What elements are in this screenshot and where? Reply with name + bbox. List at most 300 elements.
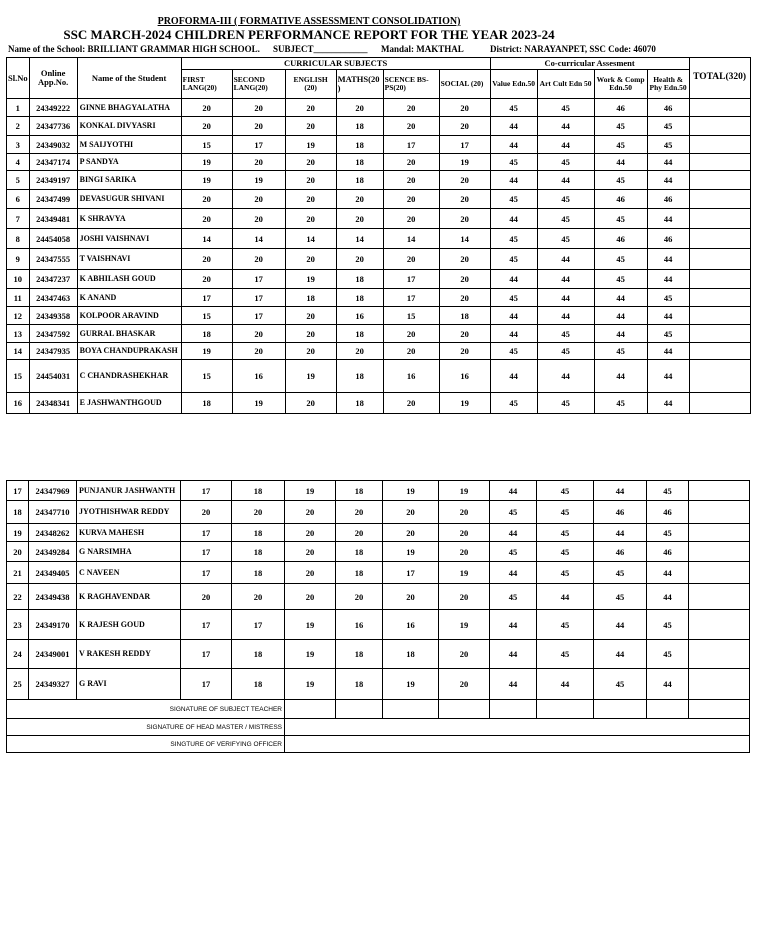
cell-health-phy-edn: 45: [647, 325, 689, 343]
table-row: [7, 610, 750, 640]
cell-second-lang: 20: [232, 325, 285, 343]
cell-work-comp-edn: 46: [594, 99, 647, 117]
cell-art-cult-edn: 44: [537, 136, 594, 154]
cell-total[interactable]: [689, 640, 750, 669]
cell-second-lang: 17: [232, 270, 285, 289]
cell-social: 20: [439, 584, 490, 610]
table-row: [7, 524, 750, 542]
cell-art-cult-edn: 44: [537, 249, 594, 270]
cell-value-edn: 44: [490, 117, 537, 136]
cell-work-comp-edn: 45: [594, 136, 647, 154]
cell-art-cult-edn: 45: [537, 99, 594, 117]
cell-value-edn: 45: [490, 501, 537, 524]
cell-value-edn: 44: [490, 524, 537, 542]
table-row: [7, 154, 751, 171]
cell-health-phy-edn: 44: [647, 171, 689, 190]
cell-art-cult-edn: 45: [537, 190, 594, 209]
col-science: SCENCE BS-PS(20): [383, 70, 439, 99]
cell-total[interactable]: [689, 542, 750, 562]
cell-social: 19: [439, 154, 490, 171]
cell-student-name: E JASHWANTHGOUD: [77, 393, 181, 414]
signature-subject-teacher-label: SIGNATURE OF SUBJECT TEACHER: [7, 700, 285, 719]
district-label: District: NARAYANPET, SSC Code: 46070: [490, 44, 656, 54]
cell-english: 20: [285, 249, 336, 270]
cell-slno: 23: [7, 610, 29, 640]
cell-slno: 19: [7, 524, 29, 542]
cell-science: 20: [383, 501, 439, 524]
cell-student-name: M SAIJYOTHI: [77, 136, 181, 154]
cell-student-name: GURRAL BHASKAR: [77, 325, 181, 343]
cell-second-lang: 20: [232, 343, 285, 360]
cell-slno: 21: [7, 562, 29, 584]
cell-first-lang: 15: [181, 307, 232, 325]
cell-second-lang: 20: [232, 154, 285, 171]
cell-appno: 24347592: [29, 325, 77, 343]
cell-student-name: BINGI SARIKA: [77, 171, 181, 190]
cell-student-name: G NARSIMHA: [77, 542, 181, 562]
cell-first-lang: 17: [181, 562, 232, 584]
cell-maths: 18: [336, 117, 383, 136]
cell-art-cult-edn: 45: [537, 229, 594, 249]
cell-first-lang: 17: [181, 524, 232, 542]
cell-english: 20: [285, 562, 336, 584]
proforma-heading: PROFORMA-III ( FORMATIVE ASSESSMENT CONSOLIDATION): [157, 16, 461, 27]
cell-english: 20: [285, 501, 336, 524]
cell-science: 19: [383, 542, 439, 562]
cell-appno: 24349197: [29, 171, 77, 190]
cell-maths: 18: [336, 325, 383, 343]
cell-social: 20: [439, 99, 490, 117]
cell-slno: 22: [7, 584, 29, 610]
cell-second-lang: 20: [232, 190, 285, 209]
cell-health-phy-edn: 46: [647, 190, 689, 209]
cell-social: 20: [439, 325, 490, 343]
cell-health-phy-edn: 45: [647, 117, 689, 136]
cell-student-name: KURVA MAHESH: [77, 524, 181, 542]
cell-work-comp-edn: 44: [594, 307, 647, 325]
cell-first-lang: 20: [181, 190, 232, 209]
cell-appno: 24348262: [29, 524, 77, 542]
cell-maths: 18: [336, 542, 383, 562]
cell-health-phy-edn: 44: [647, 669, 689, 700]
cell-art-cult-edn: 45: [537, 501, 594, 524]
cell-second-lang: 17: [232, 289, 285, 307]
cell-art-cult-edn: 45: [537, 562, 594, 584]
cell-appno: 24347935: [29, 343, 77, 360]
table-row: [7, 190, 751, 209]
cell-work-comp-edn: 45: [594, 117, 647, 136]
cell-english: 20: [285, 154, 336, 171]
cell-social: 17: [439, 136, 490, 154]
cell-english: 20: [285, 190, 336, 209]
cell-second-lang: 16: [232, 360, 285, 393]
cell-appno: 24349222: [29, 99, 77, 117]
cell-social: 20: [439, 524, 490, 542]
cell-slno: 18: [7, 501, 29, 524]
cell-social: 20: [439, 289, 490, 307]
cell-english: 20: [285, 343, 336, 360]
cell-total[interactable]: [689, 289, 750, 307]
cell-appno: 24454058: [29, 229, 77, 249]
cell-first-lang: 17: [181, 669, 232, 700]
cell-art-cult-edn: 45: [537, 154, 594, 171]
cell-second-lang: 18: [232, 562, 285, 584]
cell-slno: 11: [7, 289, 30, 307]
cell-art-cult-edn: 45: [537, 393, 594, 414]
cell-health-phy-edn: 46: [647, 501, 689, 524]
school-name: Name of the School: BRILLIANT GRAMMAR HIGH SCHOOL.: [8, 44, 260, 54]
cell-value-edn: 44: [490, 171, 537, 190]
cell-value-edn: 44: [490, 640, 537, 669]
cell-english: 20: [285, 524, 336, 542]
cell-maths: 20: [336, 524, 383, 542]
cell-english: 19: [285, 481, 336, 501]
curricular-subjects-header: CURRICULAR SUBJECTS: [181, 58, 490, 70]
table-row: [7, 325, 751, 343]
cell-value-edn: 45: [490, 542, 537, 562]
cell-appno: 24349405: [29, 562, 77, 584]
cell-maths: 18: [336, 136, 383, 154]
cell-social: 19: [439, 393, 490, 414]
cell-total[interactable]: [689, 481, 750, 501]
cell-work-comp-edn: 44: [594, 325, 647, 343]
cell-work-comp-edn: 45: [594, 270, 647, 289]
cell-value-edn: 45: [490, 249, 537, 270]
cell-art-cult-edn: 45: [537, 325, 594, 343]
cell-student-name: K RAJESH GOUD: [77, 610, 181, 640]
cell-appno: 24349170: [29, 610, 77, 640]
cell-social: 19: [439, 610, 490, 640]
cell-first-lang: 20: [181, 270, 232, 289]
cell-total[interactable]: [689, 136, 750, 154]
cell-slno: 16: [7, 393, 30, 414]
cell-student-name: C NAVEEN: [77, 562, 181, 584]
cell-work-comp-edn: 45: [594, 562, 647, 584]
cell-health-phy-edn: 44: [647, 270, 689, 289]
table-row: [7, 481, 750, 501]
cell-maths: 20: [336, 209, 383, 229]
cell-work-comp-edn: 45: [594, 249, 647, 270]
cell-health-phy-edn: 44: [647, 249, 689, 270]
col-slno: Sl.No: [7, 58, 30, 99]
performance-table-bottom: [6, 480, 750, 753]
cell-english: 20: [285, 393, 336, 414]
cell-art-cult-edn: 45: [537, 343, 594, 360]
cell-slno: 7: [7, 209, 30, 229]
mandal-label: Mandal: MAKTHAL: [381, 44, 464, 54]
table-row: [7, 669, 750, 700]
cell-health-phy-edn: 44: [647, 154, 689, 171]
cell-first-lang: 15: [181, 360, 232, 393]
cell-second-lang: 17: [232, 610, 285, 640]
cell-second-lang: 20: [232, 209, 285, 229]
cell-value-edn: 44: [490, 307, 537, 325]
signature-verifying-officer-label: SINGTURE OF VERIFYING OFFICER: [7, 736, 285, 753]
cell-science: 20: [383, 209, 439, 229]
cell-art-cult-edn: 44: [537, 171, 594, 190]
cell-science: 18: [383, 640, 439, 669]
cell-maths: 16: [336, 610, 383, 640]
cell-total[interactable]: [689, 360, 750, 393]
cell-appno: 24349327: [29, 669, 77, 700]
cell-science: 15: [383, 307, 439, 325]
cell-maths: 18: [336, 289, 383, 307]
cell-total[interactable]: [689, 584, 750, 610]
cell-total[interactable]: [689, 171, 750, 190]
cell-student-name: P SANDYA: [77, 154, 181, 171]
cell-second-lang: 19: [232, 393, 285, 414]
cell-maths: 20: [336, 99, 383, 117]
cell-first-lang: 20: [181, 501, 232, 524]
cell-second-lang: 20: [232, 117, 285, 136]
table-row: [7, 249, 751, 270]
cell-total[interactable]: [689, 209, 750, 229]
table-row: [7, 229, 751, 249]
cell-maths: 20: [336, 190, 383, 209]
cell-social: 18: [439, 307, 490, 325]
cell-work-comp-edn: 45: [594, 584, 647, 610]
cell-first-lang: 17: [181, 640, 232, 669]
cell-work-comp-edn: 45: [594, 209, 647, 229]
cell-english: 14: [285, 229, 336, 249]
cocurricular-header: Co-curricular Assesment: [490, 58, 689, 70]
table-row: [7, 289, 751, 307]
cell-maths: 18: [336, 154, 383, 171]
cell-maths: 18: [336, 640, 383, 669]
cell-slno: 3: [7, 136, 30, 154]
table-row: [7, 562, 750, 584]
cell-art-cult-edn: 44: [537, 307, 594, 325]
cell-total[interactable]: [689, 524, 750, 542]
cell-science: 16: [383, 360, 439, 393]
cell-total[interactable]: [689, 307, 750, 325]
cell-social: 20: [439, 209, 490, 229]
cell-appno: 24347174: [29, 154, 77, 171]
cell-student-name: K RAGHAVENDAR: [77, 584, 181, 610]
cell-health-phy-edn: 44: [647, 562, 689, 584]
table-row: [7, 393, 751, 414]
table-row: [7, 360, 751, 393]
cell-first-lang: 17: [181, 289, 232, 307]
cell-total[interactable]: [689, 117, 750, 136]
cell-value-edn: 45: [490, 154, 537, 171]
cell-student-name: K ABHILASH GOUD: [77, 270, 181, 289]
report-title: SSC MARCH-2024 CHILDREN PERFORMANCE REPORT FOR THE YEAR 2023-24: [63, 27, 555, 42]
cell-maths: 18: [336, 393, 383, 414]
cell-health-phy-edn: 44: [647, 307, 689, 325]
cell-value-edn: 44: [490, 360, 537, 393]
cell-art-cult-edn: 44: [537, 360, 594, 393]
cell-student-name: C CHANDRASHEKHAR: [77, 360, 181, 393]
cell-slno: 5: [7, 171, 30, 190]
col-second-lang: SECOND LANG(20): [232, 70, 285, 99]
cell-total[interactable]: [689, 99, 750, 117]
cell-total[interactable]: [689, 393, 750, 414]
cell-work-comp-edn: 46: [594, 229, 647, 249]
cell-social: 20: [439, 501, 490, 524]
cell-health-phy-edn: 45: [647, 136, 689, 154]
cell-english: 20: [285, 307, 336, 325]
cell-science: 14: [383, 229, 439, 249]
cell-student-name: V RAKESH REDDY: [77, 640, 181, 669]
cell-first-lang: 20: [181, 209, 232, 229]
cell-english: 19: [285, 669, 336, 700]
cell-total[interactable]: [689, 325, 750, 343]
cell-second-lang: 18: [232, 542, 285, 562]
cell-social: 20: [439, 640, 490, 669]
cell-slno: 10: [7, 270, 30, 289]
cell-english: 20: [285, 542, 336, 562]
cell-total[interactable]: [689, 343, 750, 360]
cell-total[interactable]: [689, 562, 750, 584]
cell-student-name: JOSHI VAISHNAVI: [77, 229, 181, 249]
cell-slno: 14: [7, 343, 30, 360]
cell-science: 20: [383, 249, 439, 270]
cell-art-cult-edn: 44: [537, 270, 594, 289]
cell-slno: 13: [7, 325, 30, 343]
cell-work-comp-edn: 44: [594, 481, 647, 501]
cell-value-edn: 44: [490, 209, 537, 229]
cell-slno: 8: [7, 229, 30, 249]
cell-social: 20: [439, 190, 490, 209]
cell-total[interactable]: [689, 190, 750, 209]
cell-total[interactable]: [689, 270, 750, 289]
cell-slno: 9: [7, 249, 30, 270]
cell-student-name: K ANAND: [77, 289, 181, 307]
cell-science: 20: [383, 190, 439, 209]
cell-appno: 24349001: [29, 640, 77, 669]
cell-slno: 12: [7, 307, 30, 325]
cell-total[interactable]: [689, 610, 750, 640]
cell-social: 20: [439, 542, 490, 562]
cell-art-cult-edn: 44: [537, 584, 594, 610]
col-work-comp-edn: Work & Comp Edn.50: [594, 70, 647, 99]
cell-science: 20: [383, 154, 439, 171]
cell-english: 18: [285, 289, 336, 307]
cell-total[interactable]: [689, 249, 750, 270]
cell-second-lang: 18: [232, 640, 285, 669]
cell-student-name: G RAVI: [77, 669, 181, 700]
cell-health-phy-edn: 44: [647, 343, 689, 360]
cell-science: 17: [383, 562, 439, 584]
cell-appno: 24348341: [29, 393, 77, 414]
cell-work-comp-edn: 45: [594, 343, 647, 360]
cell-appno: 24349284: [29, 542, 77, 562]
cell-health-phy-edn: 46: [647, 229, 689, 249]
cell-health-phy-edn: 45: [647, 610, 689, 640]
cell-art-cult-edn: 45: [537, 610, 594, 640]
cell-appno: 24349481: [29, 209, 77, 229]
cell-appno: 24347555: [29, 249, 77, 270]
cell-health-phy-edn: 44: [647, 360, 689, 393]
cell-work-comp-edn: 45: [594, 171, 647, 190]
cell-first-lang: 18: [181, 325, 232, 343]
cell-science: 20: [383, 117, 439, 136]
cell-appno: 24349438: [29, 584, 77, 610]
cell-health-phy-edn: 44: [647, 393, 689, 414]
cell-student-name: JYOTHISHWAR REDDY: [77, 501, 181, 524]
cell-art-cult-edn: 45: [537, 542, 594, 562]
table-row: [7, 270, 751, 289]
cell-maths: 20: [336, 501, 383, 524]
cell-english: 19: [285, 136, 336, 154]
cell-value-edn: 45: [490, 289, 537, 307]
cell-first-lang: 20: [181, 249, 232, 270]
cell-total[interactable]: [689, 669, 750, 700]
cell-science: 17: [383, 270, 439, 289]
cell-second-lang: 20: [232, 501, 285, 524]
cell-total[interactable]: [689, 501, 750, 524]
cell-work-comp-edn: 44: [594, 360, 647, 393]
table-row: [7, 343, 751, 360]
cell-appno: 24347710: [29, 501, 77, 524]
signature-head-master-label: SIGNATURE OF HEAD MASTER / MISTRESS: [7, 719, 285, 736]
performance-table-top: [6, 57, 751, 414]
cell-maths: 18: [336, 562, 383, 584]
cell-value-edn: 44: [490, 325, 537, 343]
cell-social: 14: [439, 229, 490, 249]
cell-student-name: GINNE BHAGYALATHA: [77, 99, 181, 117]
cell-value-edn: 44: [490, 562, 537, 584]
cell-first-lang: 17: [181, 481, 232, 501]
cell-science: 20: [383, 325, 439, 343]
cell-student-name: DEVASUGUR SHIVANI: [77, 190, 181, 209]
col-total: TOTAL(320): [689, 58, 750, 99]
cell-art-cult-edn: 44: [537, 669, 594, 700]
cell-first-lang: 19: [181, 154, 232, 171]
cell-social: 20: [439, 117, 490, 136]
cell-social: 16: [439, 360, 490, 393]
cell-student-name: KOLPOOR ARAVIND: [77, 307, 181, 325]
cell-value-edn: 44: [490, 481, 537, 501]
cell-maths: 20: [336, 249, 383, 270]
cell-total[interactable]: [689, 154, 750, 171]
cell-value-edn: 44: [490, 669, 537, 700]
cell-art-cult-edn: 45: [537, 481, 594, 501]
cell-science: 20: [383, 99, 439, 117]
cell-work-comp-edn: 44: [594, 289, 647, 307]
cell-value-edn: 45: [490, 190, 537, 209]
col-social: SOCIAL (20): [439, 70, 490, 99]
cell-value-edn: 45: [490, 229, 537, 249]
cell-maths: 20: [336, 584, 383, 610]
cell-second-lang: 17: [232, 307, 285, 325]
cell-appno: 24347736: [29, 117, 77, 136]
table-row: [7, 209, 751, 229]
cell-science: 20: [383, 171, 439, 190]
cell-art-cult-edn: 44: [537, 289, 594, 307]
cell-slno: 25: [7, 669, 29, 700]
cell-science: 19: [383, 481, 439, 501]
cell-slno: 17: [7, 481, 29, 501]
cell-value-edn: 45: [490, 343, 537, 360]
cell-maths: 16: [336, 307, 383, 325]
cell-first-lang: 20: [181, 99, 232, 117]
cell-student-name: KONKAL DIVYASRI: [77, 117, 181, 136]
cell-health-phy-edn: 46: [647, 542, 689, 562]
cell-first-lang: 20: [181, 584, 232, 610]
col-appno: Online App.No.: [29, 58, 77, 99]
cell-second-lang: 14: [232, 229, 285, 249]
cell-second-lang: 18: [232, 669, 285, 700]
cell-value-edn: 44: [490, 270, 537, 289]
cell-social: 20: [439, 171, 490, 190]
cell-total[interactable]: [689, 229, 750, 249]
cell-science: 20: [383, 524, 439, 542]
cell-science: 20: [383, 393, 439, 414]
cell-first-lang: 19: [181, 343, 232, 360]
cell-appno: 24349358: [29, 307, 77, 325]
